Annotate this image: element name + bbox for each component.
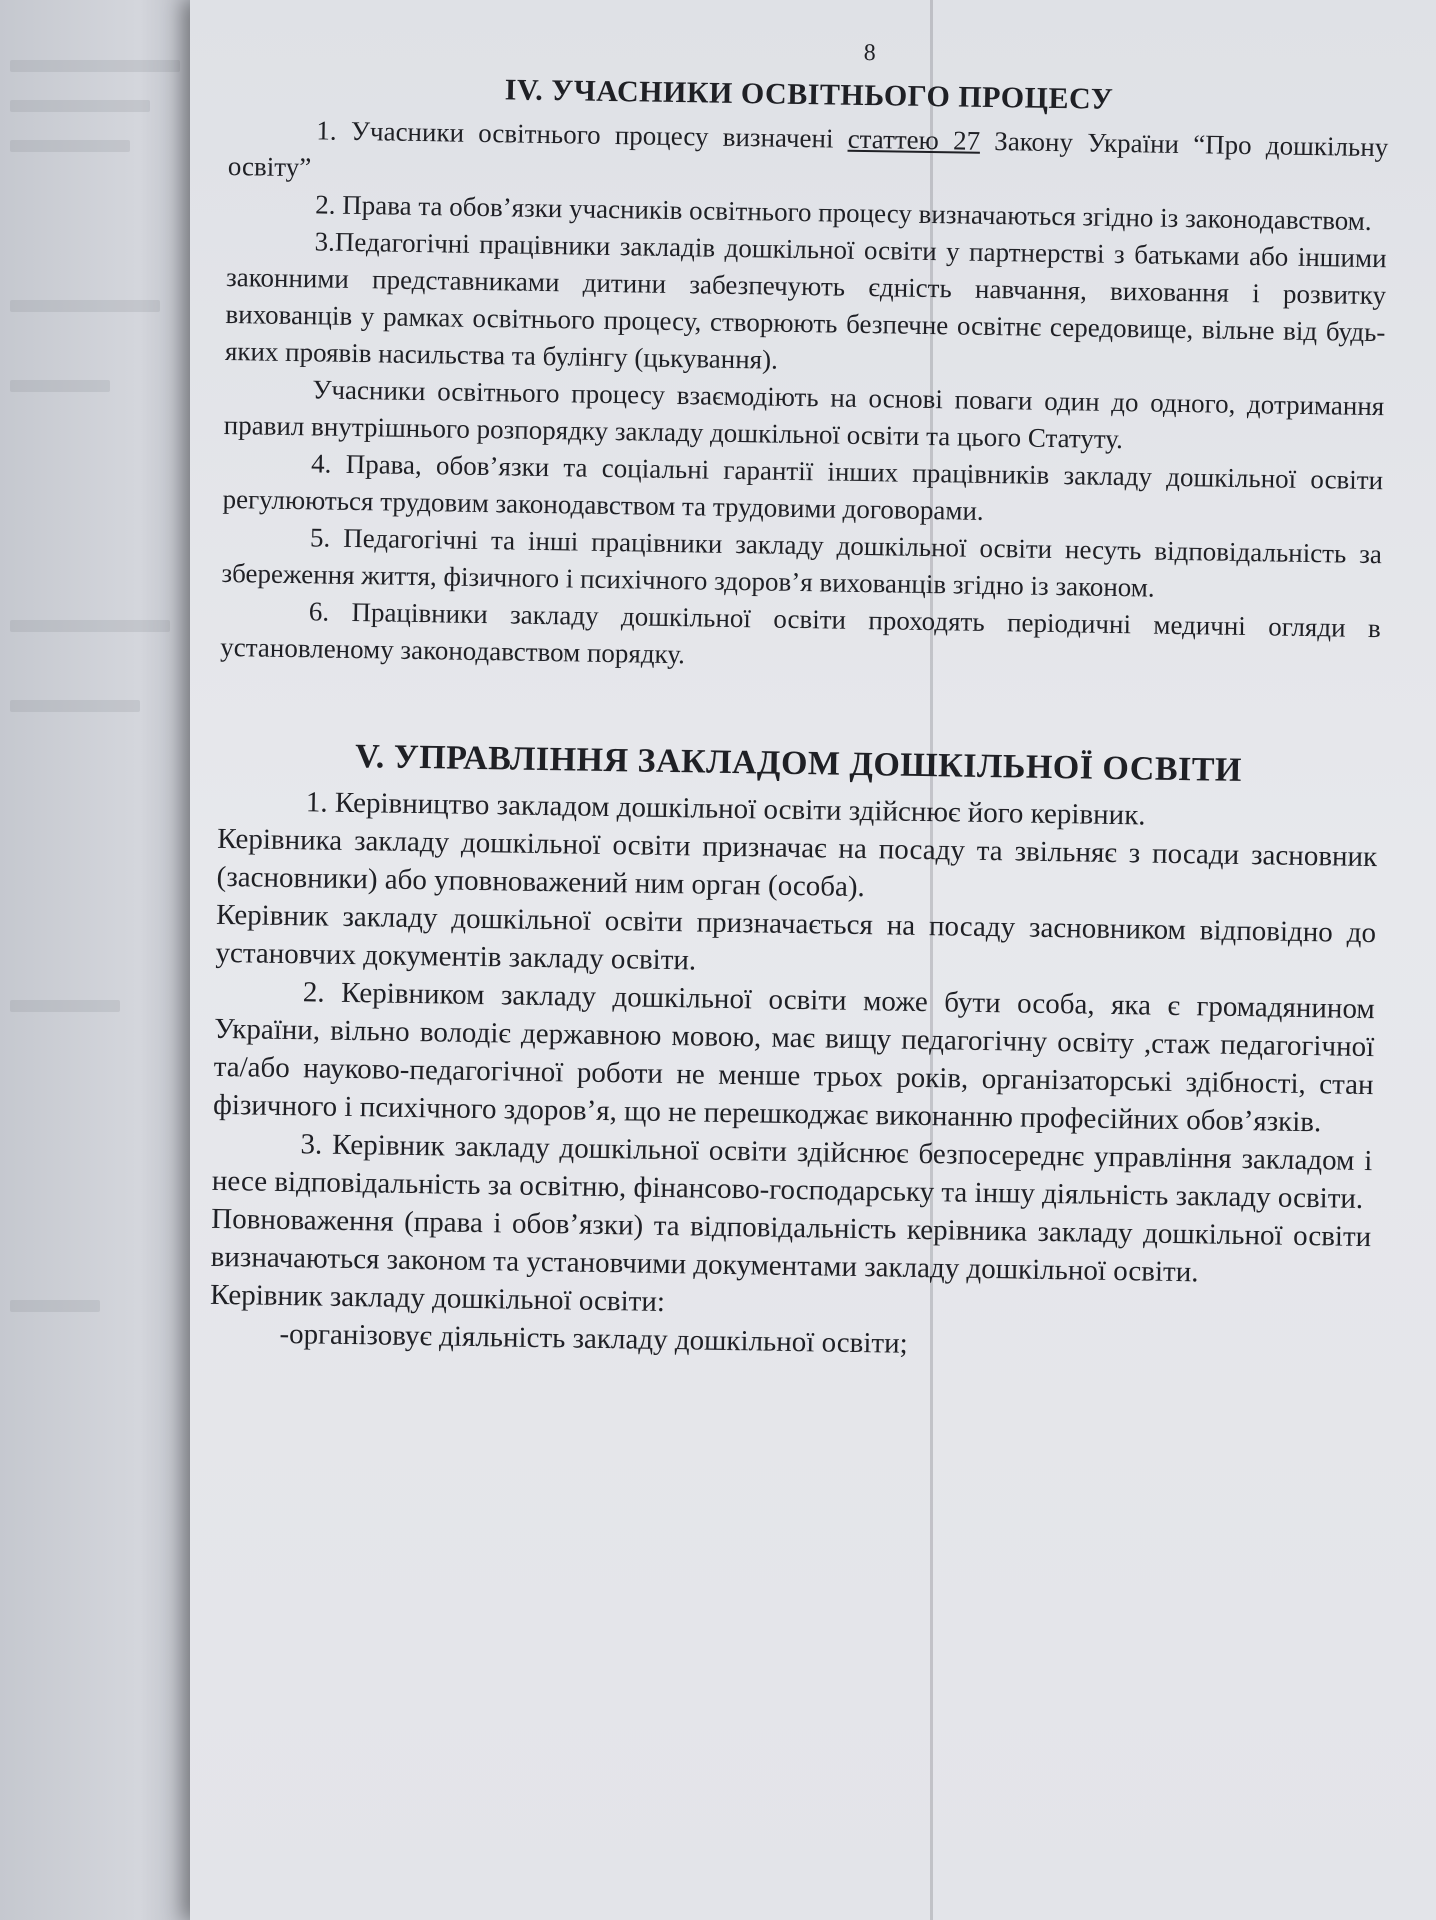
section-4-paragraph-3b: Учасники освітнього процесу взаємодіють на основі поваги один до одного, дотримання правил внутрішнього розпорядку закладу дошкільної освіти та цього Статуту. xyxy=(223,374,1385,455)
section-5-list-item-1: -організовує діяльність закладу дошкільної освіти; xyxy=(279,1317,908,1360)
section-4-paragraph-5: 5. Педагогічні та інші працівники закладу дошкільної освіти несуть відповідальність за збереження життя, фізичного і психічного здоров’я вихованців згідно із законом. xyxy=(221,522,1383,603)
section-4-title: IV. УЧАСНИКИ ОСВІТНЬОГО ПРОЦЕСУ xyxy=(504,73,1114,116)
section-5-paragraph-3c: Керівник закладу дошкільної освіти: xyxy=(209,1278,666,1318)
section-4-paragraph-2: 2. Права та обов’язки учасників освітнього процесу визначаються згідно із законодавством. xyxy=(315,189,1372,236)
page-content xyxy=(209,30,1390,1370)
section-5-title: V. УПРАВЛІННЯ ЗАКЛАДОМ ДОШКІЛЬНОЇ ОСВІТИ xyxy=(354,738,1243,789)
previous-page-edge xyxy=(0,0,200,1920)
section-5-paragraph-1: 1. Керівництво закладом дошкільної освіти здійснює його керівник. xyxy=(305,786,1146,832)
section-5-paragraph-1c: Керівник закладу дошкільної освіти призначається на посаду засновником відповідно до установчих документів закладу освіти. xyxy=(215,898,1377,977)
section-5-paragraph-1b: Керівника закладу дошкільної освіти призначає на посаду та звільняє з посади засновник (засновники) або уповноважений ним орган (особа). xyxy=(216,822,1378,904)
section-4 xyxy=(220,69,1389,684)
section-5 xyxy=(209,736,1379,1370)
section-4-paragraph-1: 1. Учасники освітнього процесу визначені статтею 27 Закону України “Про дошкільну освіту” xyxy=(227,115,1389,183)
section-5-paragraph-3b: Повноваження (права і обов’язки) та відповідальність керівника закладу дошкільної освіти визначаються законом та установчими документами закладу дошкільної освіти. xyxy=(210,1202,1372,1289)
section-4-paragraph-6: 6. Працівники закладу дошкільної освіти проходять періодичні медичні огляди в установленому законодавством порядку. xyxy=(220,596,1381,670)
section-5-paragraph-3: 3. Керівник закладу дошкільної освіти здійснює безпосереднє управління закладом і несе відповідальність за освітню, фінансово-господарську та іншу діяльність закладу освіти. xyxy=(211,1128,1373,1215)
section-4-paragraph-4: 4. Права, обов’язки та соціальні гарантії інших працівників закладу дошкільної освіти регулюються трудовим законодавством та трудовими договорами. xyxy=(222,448,1384,526)
law-article-link[interactable]: статтею 27 xyxy=(847,123,981,156)
section-5-paragraph-2: 2. Керівником закладу дошкільної освіти може бути особа, яка є громадянином України, вільно володіє державною мовою, має вищу педагогічну освіту ,стаж педагогічної та/або науково-педагогічної роботи не менше трьох років, організаторські здібності, стан фізичного і психічного здоров’я, що не перешкоджає виконанню професійних обов’язків. xyxy=(212,976,1376,1139)
page-number: 8 xyxy=(863,39,876,67)
section-4-paragraph-3: 3.Педагогічні працівники закладів дошкільної освіти у партнерстві з батьками або іншими законними представниками дитини забезпечують єдність навчання, виховання і розвитку вихованців у рамках освітнього процесу, створюють безпечне освітнє середовище, вільне від будь-яких проявів насильства та булінгу (цькування). xyxy=(224,226,1387,375)
